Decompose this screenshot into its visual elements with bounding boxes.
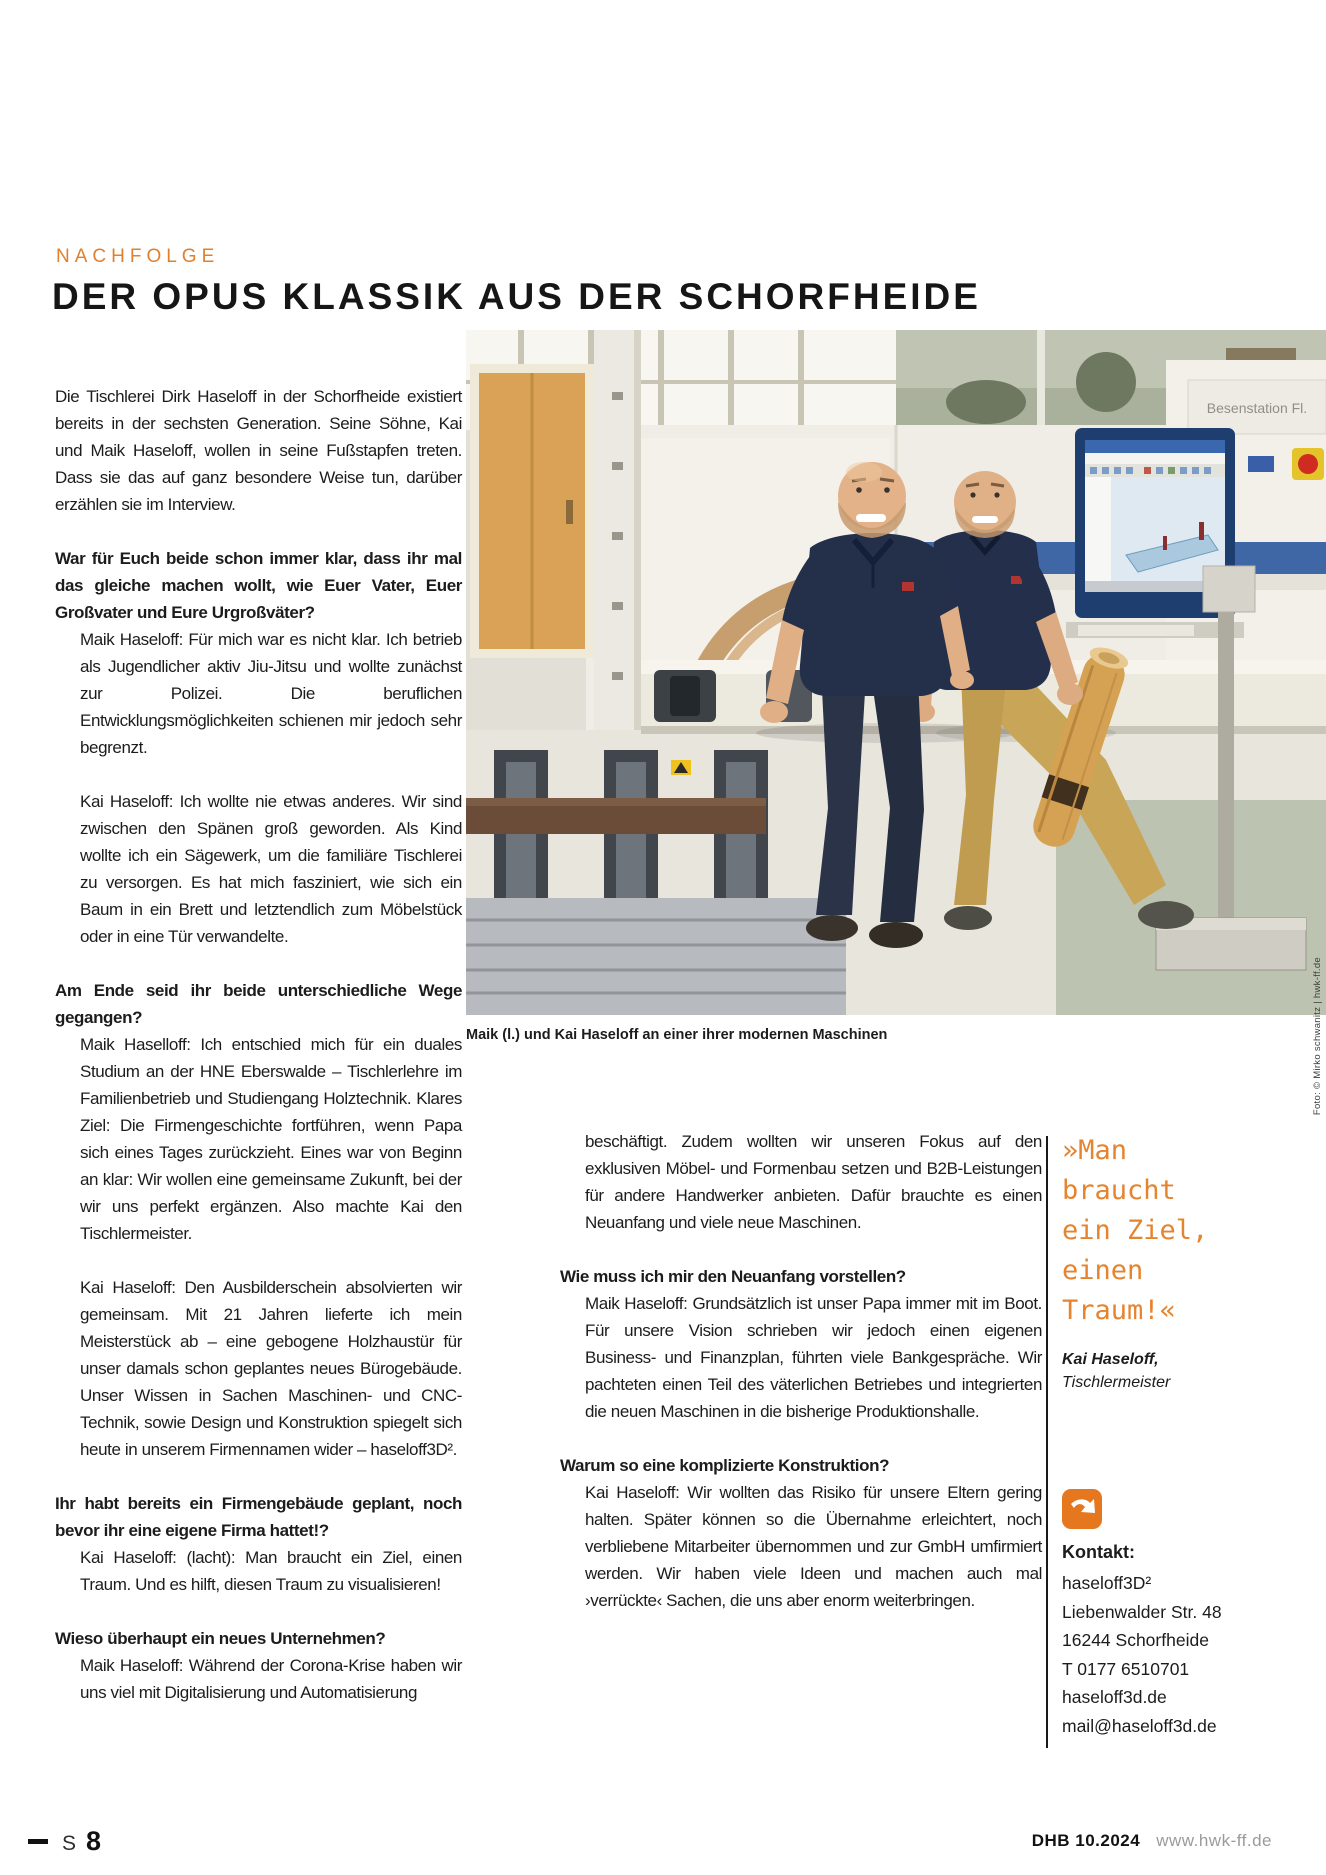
pointer-arrow-icon: [1062, 1489, 1102, 1529]
intro-paragraph: Die Tischlerei Dirk Haseloff in der Schorfheide existiert bereits in der sechsten Generation. Seine Söhne, Kai und Maik Haseloff, wollen in seine Fußstapfen treten. Dass sie das auf ganz besondere Weise tun, darüber erzählen sie im Interview.: [55, 387, 462, 514]
quote-role: Tischlermeister: [1062, 1374, 1171, 1391]
contact-city: 16244 Schorfheide: [1062, 1630, 1209, 1650]
interview-answer: Kai Haseloff: Wir wollten das Risiko für unsere Eltern gering halten. Später können so die Übernahme erleichtert, noch verbliebene Mitarbeiter übernommen und zur GmbH umfirmiert werden. Wir haben viele Ideen und machen auch mal ›verrückte‹ Sachen, die uns aber enorm weiterbringen.: [585, 1483, 1042, 1610]
contact-heading: Kontakt:: [1062, 1542, 1135, 1562]
kicker: NACHFOLGE: [56, 246, 220, 267]
interview-answer: Kai Haseloff: (lacht): Man braucht ein Ziel, einen Traum. Und es hilft, diesen Traum zu visualisieren!: [80, 1548, 462, 1594]
interview-answer: Kai Haseloff: Ich wollte nie etwas anderes. Wir sind zwischen den Spänen groß geworden. Als Kind wollte ich ein Sägewerk, um die familiäre Tischlerei zu versorgen. Es hat mich fasziniert, wie sich ein Baum in ein Brett und letztendlich zum Möbelstück oder in eine Tür verwandelte.: [80, 792, 462, 946]
website-link: www.hwk-ff.de: [1156, 1831, 1272, 1850]
pull-quote: »Man braucht ein Ziel, einen Traum!«: [1062, 1135, 1209, 1326]
timber-plank: [466, 798, 766, 834]
interview-answer: Maik Haselloff: Ich entschied mich für ein duales Studium an der HNE Eberswalde – Tischlerlehre im Familienbetrieb und Studiengang Holztechnik. Klares Ziel: Die Firmengeschichte fortführen, wenn Papa sich eines Tages zurückzieht. Eines war von Beginn an klar: Wir wollen eine gemeinsame Zukunft, bei der wir uns perfekt ergänzen. Also machte Kai den Tischlermeister.: [80, 1035, 462, 1243]
column-divider: [1046, 1136, 1048, 1748]
quote-author: Kai Haseloff,: [1062, 1351, 1159, 1368]
photo-credit: Foto: © Mirko schwanitz | hwk-ff.de: [1312, 957, 1323, 1116]
interview-answer: Maik Haseloff: Grundsätzlich ist unser Papa immer mit im Boot. Für unsere Vision schrieben wir jedoch einen eigenen Business- und Finanzplan, führten viele Bankgespräche. Wir pachteten einen Teil des väterlichen Betriebes und integrierten die neuen Maschinen in die bisherige Produktionshalle.: [585, 1294, 1042, 1421]
interview-question: Wie muss ich mir den Neuanfang vorstellen?: [560, 1267, 906, 1286]
quote-attribution: [1062, 1348, 1312, 1394]
interview-answer: Maik Haseloff: Während der Corona-Krise haben wir uns viel mit Digitalisierung und Automatisierung: [80, 1656, 462, 1702]
interview-question: Am Ende seid ihr beide unterschiedliche Wege gegangen?: [55, 981, 462, 1027]
machine-label: [1248, 456, 1274, 472]
contact-company: haseloff3D²: [1062, 1573, 1152, 1593]
page-title: DER OPUS KLASSIK AUS DER SCHORFHEIDE: [52, 276, 981, 317]
emergency-stop-button: [1292, 448, 1324, 480]
interview-question: Warum so eine komplizierte Konstruktion?: [560, 1456, 890, 1475]
page-footer-left: [28, 1826, 101, 1857]
wooden-cabinet: [470, 364, 594, 658]
article-column-1: [55, 383, 462, 1706]
page-footer-right: [1032, 1831, 1272, 1851]
page-marker-dash: [28, 1839, 48, 1844]
aluminium-extrusions: [466, 898, 846, 1015]
interview-question: Wieso überhaupt ein neues Unternehmen?: [55, 1629, 386, 1648]
photo-illustration: [466, 330, 1326, 1015]
interview-answer: Kai Haseloff: Den Ausbilderschein absolvierten wir gemeinsam. Mit 21 Jahren lieferte ich mein Meisterstück ab – eine gebogene Holzhaustür für unser damals schon geplantes neues Bürogebäude. Unser Wissen in Sachen Maschinen- und CNC-Technik, sowie Design und Konstruktion spiegelt sich heute in unserem Firmennamen wider – haseloff3D².: [80, 1278, 462, 1459]
contact-email: mail@haseloff3d.de: [1062, 1715, 1217, 1736]
contact-phone: T 0177 6510701: [1062, 1658, 1190, 1679]
machine-sign: [1188, 380, 1326, 434]
photo-caption: Maik (l.) und Kai Haseloff an einer ihrer modernen Maschinen: [466, 1027, 888, 1043]
interview-answer: Maik Haseloff: Für mich war es nicht klar. Ich betrieb als Jugendlicher aktiv Jiu-Jitsu und wollte zunächst zur Polizei. Die beruflichen Entwicklungsmöglichkeiten schienen mir jedoch sehr begrenzt.: [80, 630, 462, 757]
interview-question: War für Euch beide schon immer klar, dass ihr mal das gleiche machen wollt, wie Euer Vater, Euer Großvater und Eure Urgroßväter?: [55, 549, 462, 622]
article-column-2: [560, 1128, 1042, 1614]
issue-label: DHB 10.2024: [1031, 1831, 1141, 1850]
interview-question: Ihr habt bereits ein Firmengebäude geplant, noch bevor ihr eine eigene Firma hattet!?: [55, 1494, 462, 1540]
page-number: 8: [86, 1826, 102, 1856]
page-label: S: [62, 1832, 78, 1855]
contact-website: haseloff3d.de: [1062, 1687, 1167, 1707]
svg-text:Besenstation Fl.: Besenstation Fl.: [1206, 400, 1308, 416]
contact-street: Liebenwalder Str. 48: [1062, 1601, 1222, 1622]
interview-answer: beschäftigt. Zudem wollten wir unseren Fokus auf den exklusiven Möbel- und Formenbau setzen und B2B-Leistungen für andere Handwerker anbieten. Dafür brauchte es einen Neuanfang und viele neue Maschinen.: [585, 1132, 1042, 1232]
contact-card: [1062, 1489, 1316, 1740]
